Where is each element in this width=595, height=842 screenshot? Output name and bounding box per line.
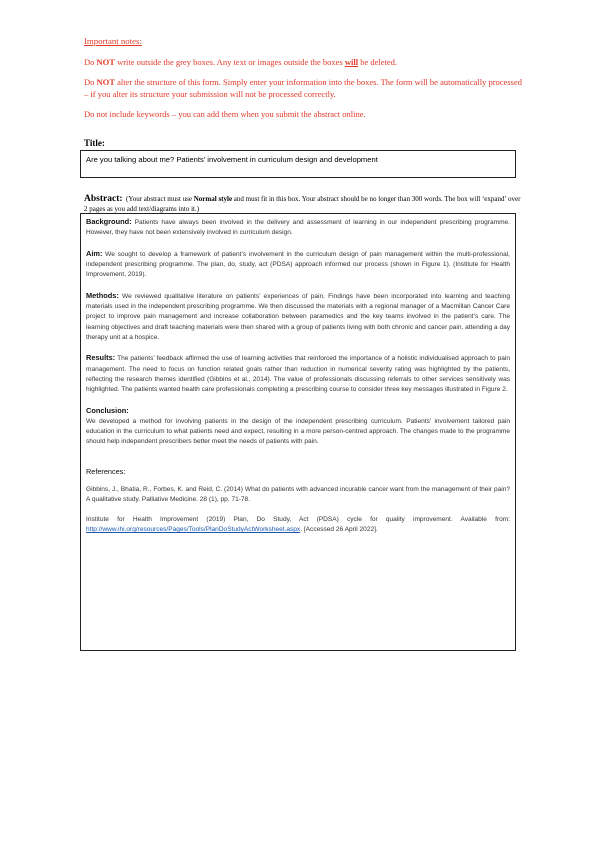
abstract-label-row: Abstract: (Your abstract must use Normal style and must fit in this box. Your abstract should be no longer than 300 words. The box will ‘expand’ over 2 pages as you add text/diagrams into it.) [84, 194, 521, 213]
reference-link[interactable]: http://www.ihi.org/resources/Pages/Tools/PlanDoStudyActWorksheet.aspx [86, 526, 301, 534]
important-notes [84, 36, 524, 130]
title-field[interactable] [80, 150, 516, 178]
notes-heading: Important notes: [84, 36, 142, 46]
methods-section: Methods: We reviewed qualitative literature on patients’ experiences of pain. Findings have been incorporated into learning and teaching materials used in the independent prescribing programme. We then discussed the materials with a regional manager of a Macmillan Cancer Care project to improve pain management and increase collaboration between paramedics and the key teams involved in the patient’s care. The learning objectives and draft teaching materials were then shared with a group of patients living with both chronic and cancer pain, attending a day therapy unit at a hospice. [86, 290, 510, 342]
reference-gibbins: Gibbins, J., Bhatia, R., Forbes, K. and Reid, C. (2014) What do patients with advanced incurable cancer want from the management of their pain? A qualitative study. Palliative Medicine. 28 (1), pp. 71-78. [86, 486, 510, 504]
note-structure: Do NOT alter the structure of this form. Simply enter your information into the boxes. The form will be automatically processed – if you alter its structure your submission will not be processed correctly. [84, 77, 522, 99]
abstract-label: Abstract: [84, 194, 123, 204]
reference-ihi: Institute for Health Improvement (2019) Plan, Do Study, Act (PDSA) cycle for quality improvement. Available from: http://www.ihi.org/resources/Pages/Tools/PlanDoStudyActWorksheet.aspx. [Accessed 26 April 2022]. [86, 515, 510, 534]
results-section: Results: The patients’ feedback affirmed the use of learning activities that reinforced the importance of a holistic individualised approach to pain management. The need to focus on function related goals rather than reduction in numerical severity rating was highlighted by the patients, reflecting the research themes identified (Gibbins et al., 2014). The value of professionals discussing referrals to other services sensitively was highlighted. The patients wanted health care professionals completing a prescribing course to consider three key messages illustrated in Figure 2. [86, 353, 510, 394]
aim-section: Aim: We sought to develop a framework of patient’s involvement in the curriculum design of pain management within the multi-professional, independent prescribing programme. The plan, do, study, act (PDSA) approach informed our process (shown in Figure 1). (Institute for Health Improvement, 2019). [86, 248, 510, 279]
title-label: Title: [84, 138, 105, 148]
references-heading: References: [86, 466, 126, 476]
abstract-field[interactable] [80, 213, 516, 651]
background-section: Background: Patients have always been involved in the delivery and assessment of learning in our independent prescribing programme. However, they have not been extensively involved in curriculum design. [86, 217, 510, 237]
note-outside-boxes: Do NOT write outside the grey boxes. Any text or images outside the boxes will be deleted. [84, 56, 398, 67]
note-keywords: Do not include keywords – you can add them when you submit the abstract online. [84, 109, 366, 120]
title-value: Are you talking about me? Patients’ involvement in curriculum design and development [86, 155, 378, 164]
conclusion-section: Conclusion: We developed a method for involving patients in the design of the independent prescribing curriculum. Patients’ involvement tailored pain education in the curriculum to what patients need and expect, resulting in a more person-centred approach. The changes made to the programme should help independent prescribers better meet the needs of patients with pain. [86, 405, 510, 446]
